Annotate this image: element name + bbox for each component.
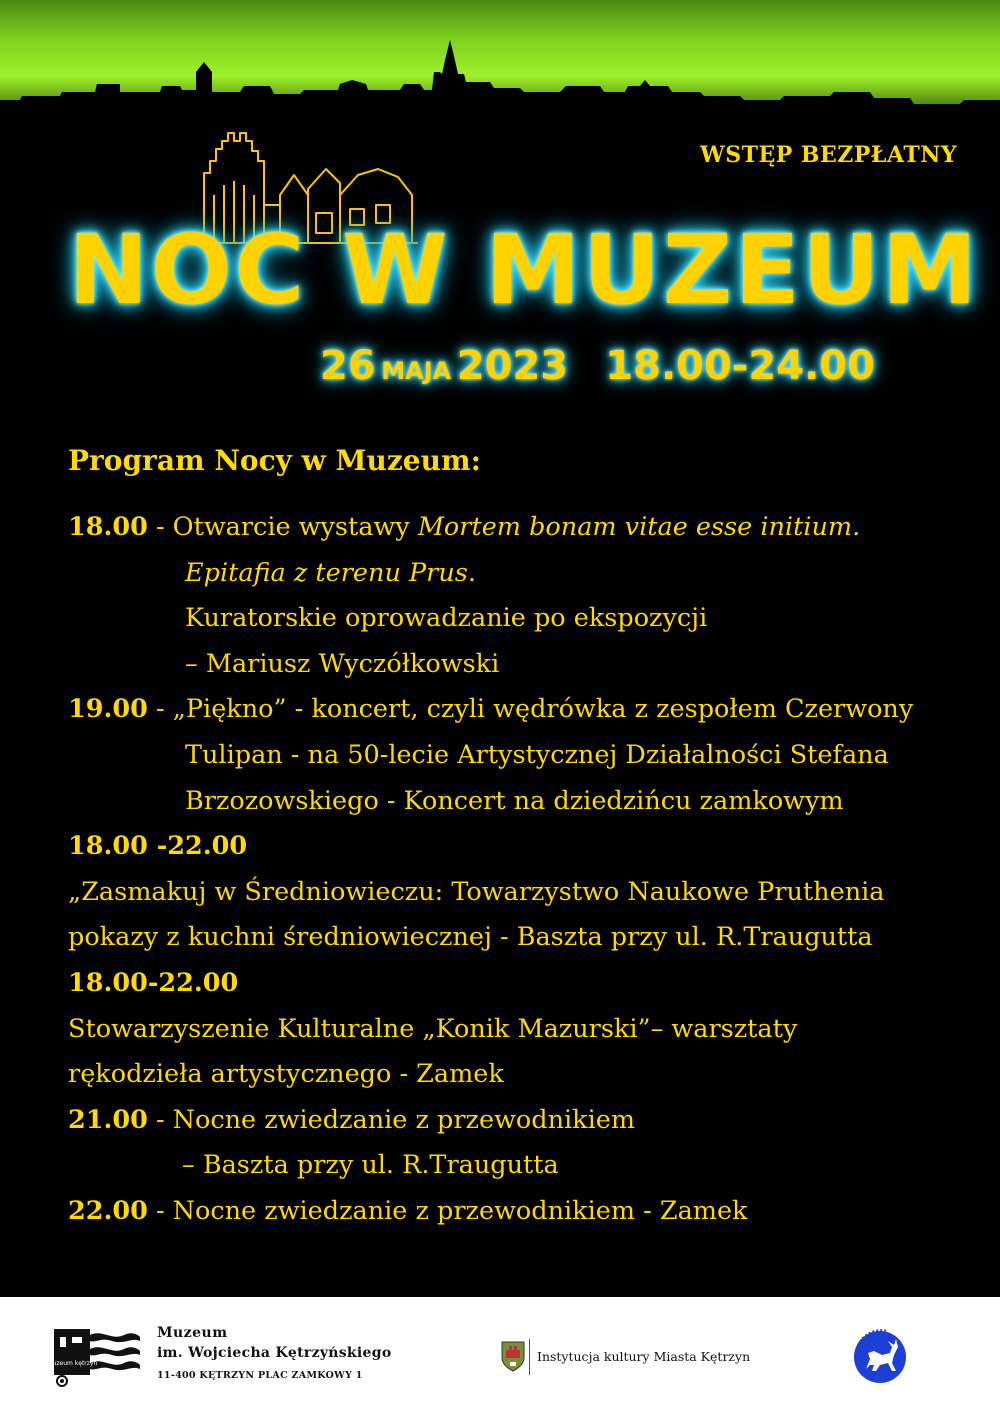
footer (0, 1297, 1000, 1410)
date-year: 2023 (456, 343, 569, 389)
program-item-text: „Zasmakuj w Średniowieczu: Towarzystwo Naukowe Pruthenia (68, 876, 885, 907)
program-item-continuation: Kuratorskie oprowadzanie po ekspozycji (185, 603, 708, 634)
item-time: 19.00 (68, 694, 148, 725)
program-list (68, 505, 968, 1235)
exhibition-subtitle: Epitafia z terenu Prus (185, 557, 468, 588)
program-item-2200 (68, 1189, 968, 1235)
item-time: 18.00 (68, 512, 148, 542)
item-text: - Nocne zwiedzanie z przewodnikiem (147, 1104, 636, 1135)
museum-logo-icon (46, 1327, 142, 1389)
program-item-text: rękodzieła artystycznego - Zamek (68, 1059, 504, 1090)
item-text: - Otwarcie wystawy (147, 512, 418, 542)
date-month: MAJA (381, 357, 452, 385)
item-text: . (467, 557, 476, 588)
program-item-text: pokazy z kuchni średniowiecznej - Baszta przy ul. R.Traugutta (68, 922, 873, 953)
free-entry-label: WSTĘP BEZPŁATNY (700, 142, 958, 168)
item-time: 21.00 (68, 1104, 148, 1135)
museum-name-block (157, 1323, 477, 1385)
program-item-continuation: – Baszta przy ul. R.Traugutta (182, 1150, 559, 1181)
item-text: - „Piękno” - koncert, czyli wędrówka z zespołem Czerwony (147, 694, 914, 725)
exhibition-title: Mortem bonam vitae esse initium. (417, 512, 861, 542)
item-text: - Nocne zwiedzanie z przewodnikiem - Zamek (147, 1195, 748, 1226)
program-item-1800-2200-b-time: 18.00-22.00 (68, 967, 239, 998)
event-title: NOC W MUZEUM (68, 214, 980, 326)
museum-address: 11-400 KĘTRZYN PLAC ZAMKOWY 1 (157, 1370, 363, 1381)
institution-label: Instytucja kultury Miasta Kętrzyn (537, 1349, 751, 1364)
event-date (320, 336, 940, 396)
museum-logo-text: muzeum kętrzyn (46, 1360, 98, 1367)
program-item-continuation: – Mariusz Wyczółkowski (185, 648, 500, 679)
city-crest-icon (500, 1340, 526, 1372)
museum-name-line1: Muzeum (157, 1325, 228, 1341)
town-skyline-silhouette (0, 0, 1000, 210)
program-item-text: Stowarzyszenie Kulturalne „Konik Mazurski”– warsztaty (68, 1013, 798, 1044)
program-heading: Program Nocy w Muzeum: (68, 444, 481, 477)
deer-emblem-icon (848, 1325, 908, 1385)
date-day: 26 (320, 343, 376, 389)
program-item-continuation: Tulipan - na 50-lecie Artystycznej Działalności Stefana (185, 739, 889, 770)
program-item-1800 (68, 505, 968, 551)
museum-name-line2: im. Wojciecha Kętrzyńskiego (157, 1345, 392, 1361)
program-item-continuation (68, 551, 968, 597)
divider (529, 1339, 530, 1375)
program-item-continuation: Brzozowskiego - Koncert na dziedzińcu zamkowym (185, 785, 844, 816)
event-hours: 18.00-24.00 (605, 343, 875, 389)
program-item-2100 (68, 1098, 968, 1144)
item-time: 22.00 (68, 1195, 148, 1226)
program-item-1900 (68, 687, 968, 733)
program-item-1800-2200-a-time: 18.00 -22.00 (68, 831, 248, 862)
